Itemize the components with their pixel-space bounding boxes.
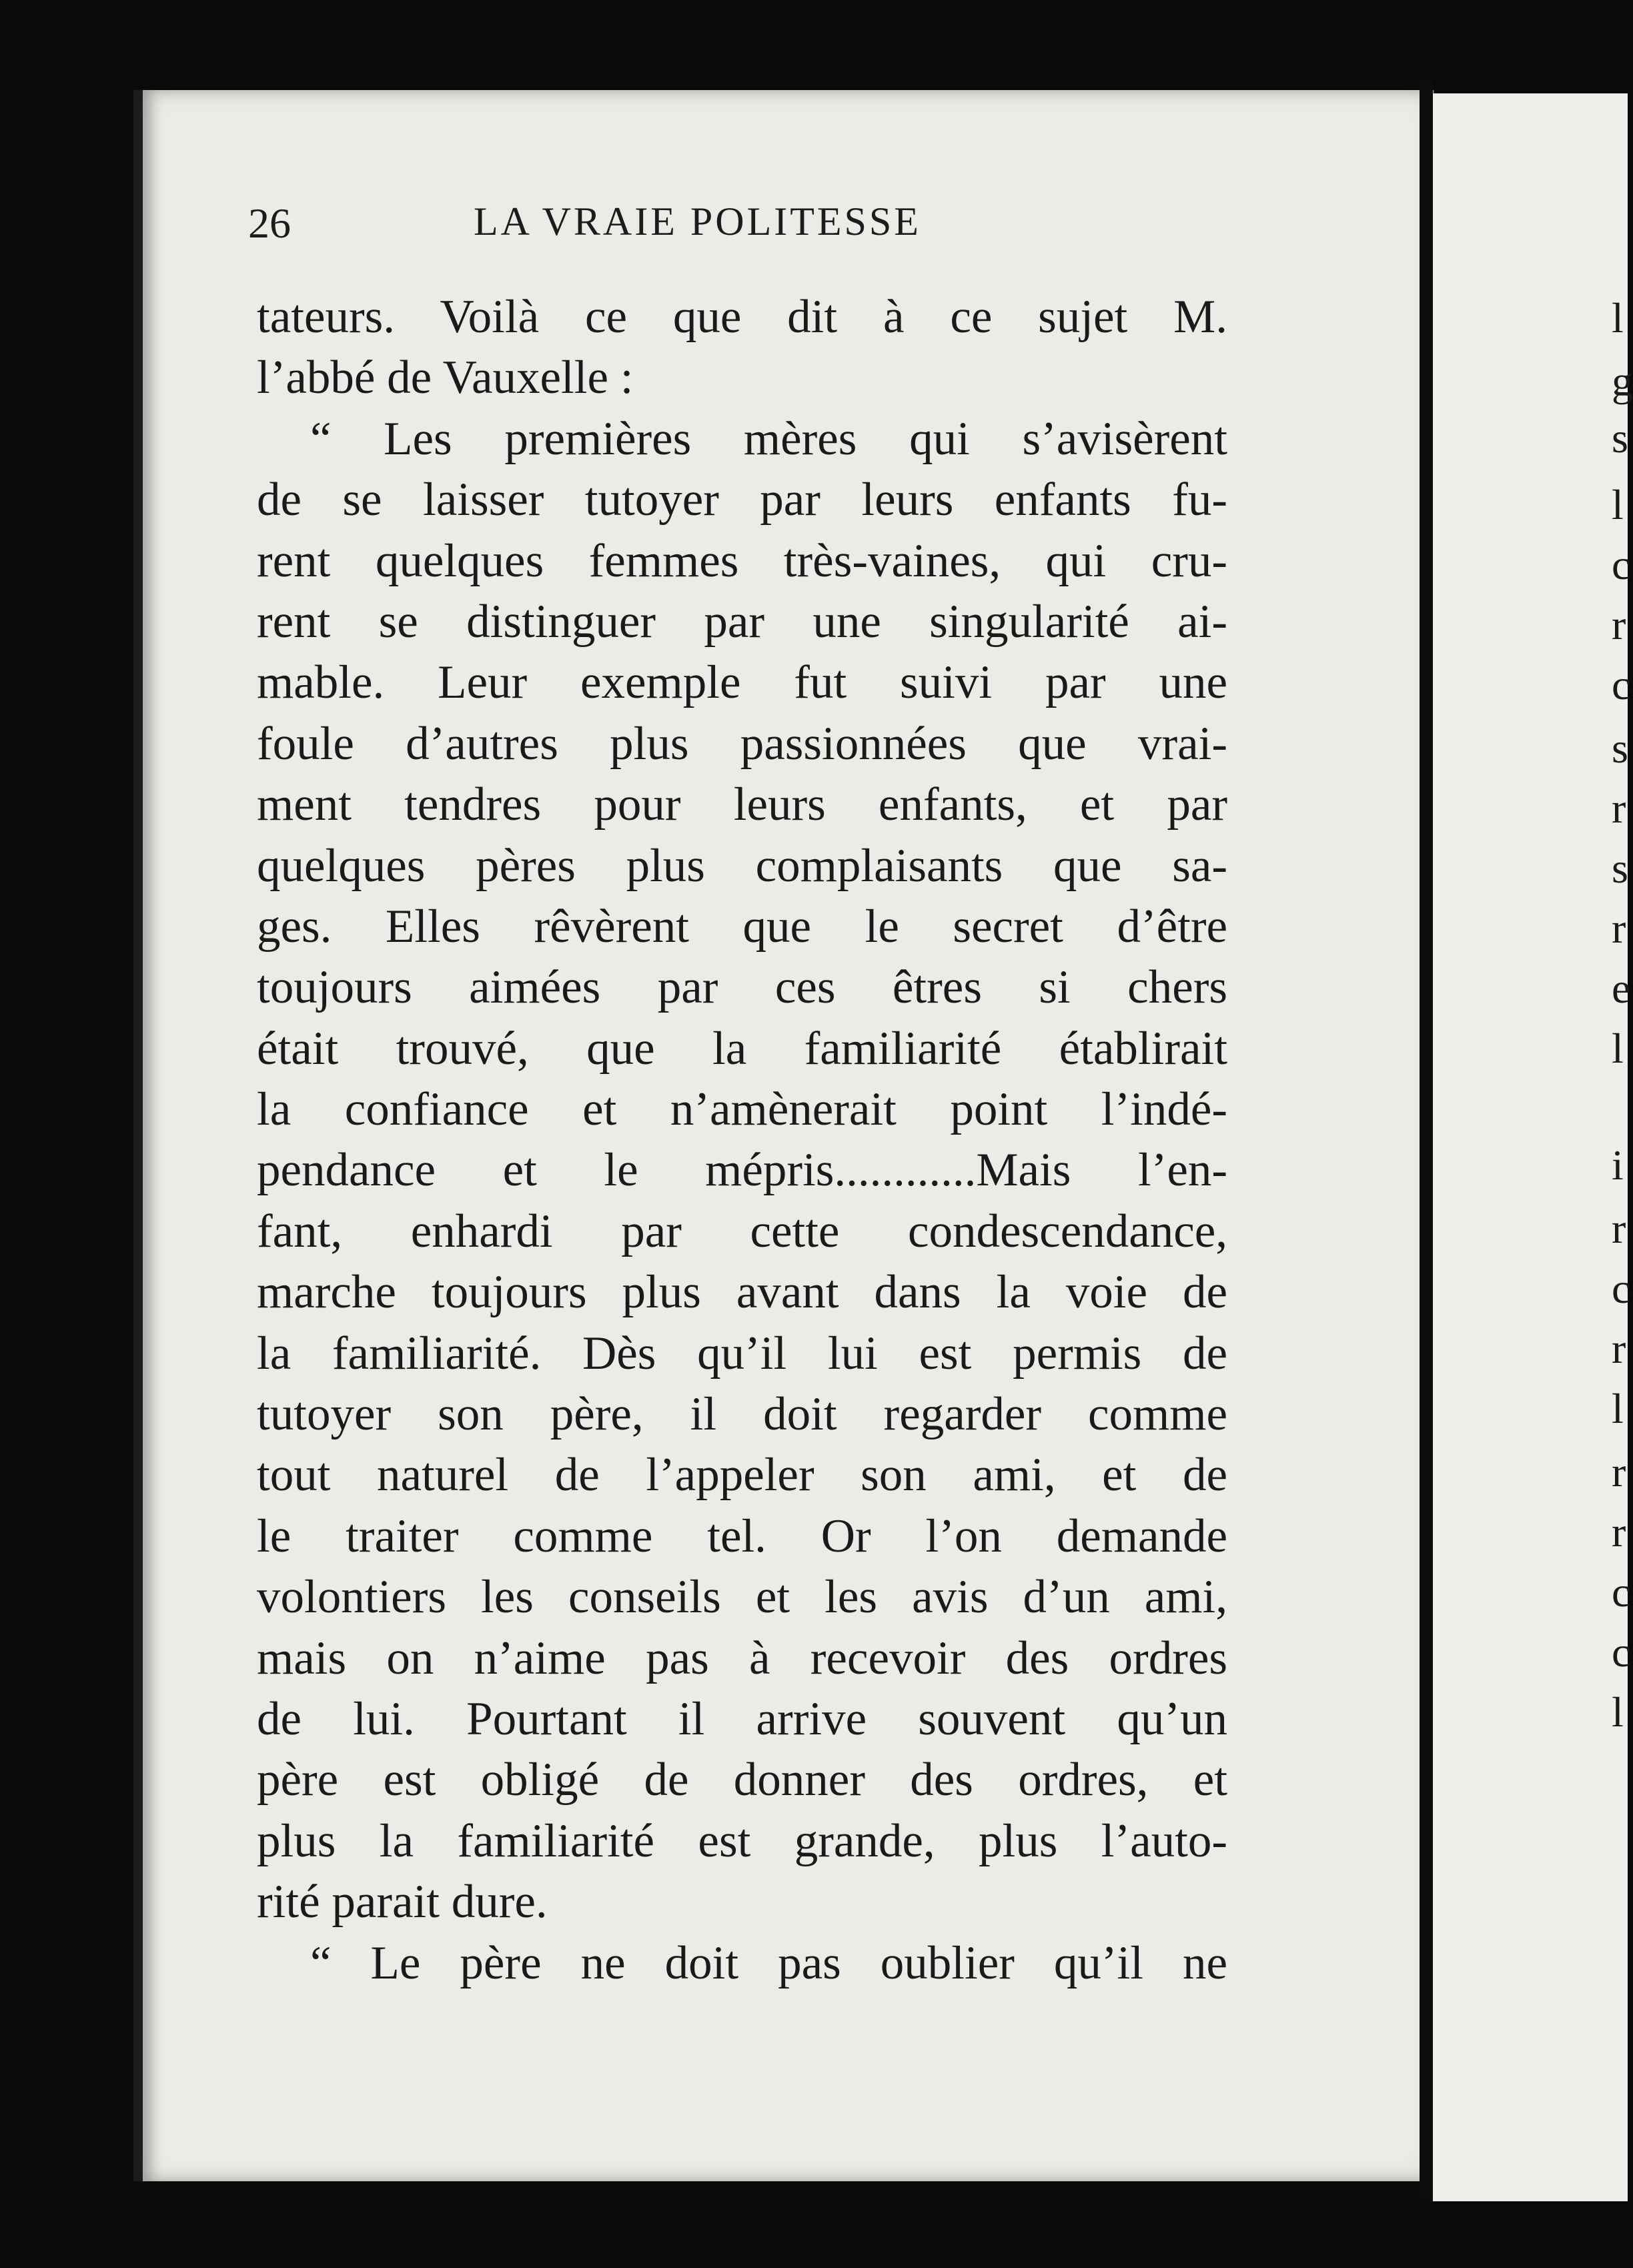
text-line: mable. Leur exemple fut suivi par une	[257, 656, 1227, 709]
right-page-fragment: r	[1612, 1448, 1626, 1496]
right-page-fragment: i	[1612, 1141, 1624, 1189]
text-line: volontiers les conseils et les avis d’un ami,	[257, 1571, 1227, 1624]
text-line: de se laisser tutoyer par leurs enfants fu-	[257, 474, 1227, 526]
text-line: la familiarité. Dès qu’il lui est permis de	[257, 1327, 1227, 1379]
right-page-fragment: l	[1612, 1688, 1624, 1736]
text-line: fant, enhardi par cette condescendance,	[257, 1205, 1227, 1257]
right-page-fragment: c	[1612, 1265, 1631, 1312]
text-line: foule d’autres plus passionnées que vrai-	[257, 717, 1227, 770]
text-line: toujours aimées par ces êtres si chers	[257, 961, 1227, 1014]
right-page-fragment: s	[1612, 414, 1628, 462]
right-page-fragment: c	[1612, 661, 1631, 708]
text-line: tutoyer son père, il doit regarder comme	[257, 1388, 1227, 1441]
text-line: père est obligé de donner des ordres, et	[257, 1754, 1227, 1806]
body-text	[257, 287, 1227, 1994]
right-page-fragment: c	[1612, 541, 1631, 588]
right-page-fragment: r	[1612, 1205, 1626, 1252]
text-line: tateurs. Voilà ce que dit à ce sujet M.	[257, 291, 1227, 343]
text-line: rent se distinguer par une singularité ai-	[257, 595, 1227, 648]
text-line: ges. Elles rêvèrent que le secret d’être	[257, 900, 1227, 953]
text-line: quelques pères plus complaisants que sa-	[257, 839, 1227, 892]
text-line: la confiance et n’amènerait point l’indé-	[257, 1083, 1227, 1136]
right-page-fragment: l	[1612, 294, 1624, 342]
right-page-fragment: l	[1612, 481, 1624, 528]
right-page-fragment: c	[1612, 1568, 1631, 1616]
right-page-fragment: r	[1612, 601, 1626, 648]
right-page-fragment: s	[1612, 724, 1628, 772]
text-line: “ Le père ne doit pas oublier qu’il ne	[310, 1936, 1227, 1989]
page-header	[248, 199, 989, 252]
text-line: “ Les premières mères qui s’avisèrent	[310, 412, 1227, 465]
running-title: LA VRAIE POLITESSE	[474, 199, 921, 243]
text-line: tout naturel de l’appeler son ami, et de	[257, 1449, 1227, 1502]
text-line: l’abbé de Vauxelle :	[257, 352, 634, 404]
right-page-fragment: l	[1612, 1025, 1624, 1072]
text-line: était trouvé, que la familiarité établirait	[257, 1022, 1227, 1075]
text-line: le traiter comme tel. Or l’on demande	[257, 1510, 1227, 1562]
right-page-fragment: g	[1612, 358, 1633, 405]
right-page-fragment: r	[1612, 905, 1626, 952]
right-page-fragment: e	[1612, 965, 1631, 1012]
right-page-fragment: s	[1612, 844, 1628, 892]
right-page-fragment: r	[1612, 1508, 1626, 1556]
page-number: 26	[248, 199, 291, 247]
text-line: rent quelques femmes très-vaines, qui cru-	[257, 534, 1227, 587]
book-gutter	[1420, 80, 1433, 2201]
text-line: de lui. Pourtant il arrive souvent qu’un	[257, 1692, 1227, 1745]
text-line: rité parait dure.	[257, 1876, 548, 1928]
text-line: plus la familiarité est grande, plus l’auto-	[257, 1814, 1227, 1867]
text-line: pendance et le mépris............Mais l’en-	[257, 1144, 1227, 1197]
text-line: marche toujours plus avant dans la voie de	[257, 1266, 1227, 1319]
right-page-fragment: c	[1612, 1628, 1631, 1676]
text-line: mais on n’aime pas à recevoir des ordres	[257, 1632, 1227, 1684]
text-line: ment tendres pour leurs enfants, et par	[257, 778, 1227, 831]
right-page-fragment: l	[1612, 1385, 1624, 1432]
right-page-fragment: r	[1612, 784, 1626, 832]
right-page-edge	[1433, 93, 1633, 2201]
right-page-fragment: r	[1612, 1325, 1626, 1372]
